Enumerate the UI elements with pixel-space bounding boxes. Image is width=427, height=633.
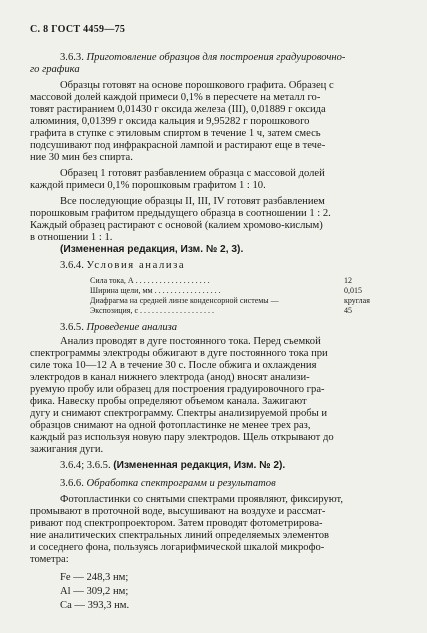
section-3-6-4-heading xyxy=(60,260,185,271)
amendment-note: (Измененная редакция, Изм. № 2, 3). xyxy=(60,244,244,255)
paragraph-line: ние аналитических спектральных линий определяемых элементов xyxy=(30,530,330,541)
spectral-line: Ca — 393,3 нм. xyxy=(60,600,130,611)
amendment-text: (Измененная редакция, Изм. № 2). xyxy=(113,460,286,471)
paragraph-line: товят растиранием 0,01430 г оксида железа (III), 0,01889 г оксида xyxy=(30,104,326,115)
paragraph-line: каждый раз используя новую пару электродов. Щель открывают до xyxy=(30,432,334,443)
condition-value: круглая xyxy=(344,296,370,305)
condition-label: Сила тока, А . . . . . . . . . . . . . . . . . . . xyxy=(90,276,210,285)
paragraph-line: фика. Навеску пробы определяют объемом канала. Зажигают xyxy=(30,396,307,407)
paragraph-line: алюминия, 0,01399 г оксида кальция и 9,95282 г порошкового xyxy=(30,116,310,127)
paragraph-line: в отношении 1 : 1. xyxy=(30,232,113,243)
paragraph-line: порошковым графитом предыдущего образца в соотношении 1 : 2. xyxy=(30,208,331,219)
condition-value: 45 xyxy=(344,306,352,315)
condition-label: Ширина щели, мм . . . . . . . . . . . . . . . . . xyxy=(90,286,221,295)
section-title: Обработка спектрограмм и результатов xyxy=(86,478,276,489)
section-title: Условия анализа xyxy=(86,260,186,271)
section-number: 3.6.6. xyxy=(60,478,84,489)
paragraph-line: тометра: xyxy=(30,554,69,565)
paragraph-line: Образец 1 готовят разбавлением образца с массовой долей xyxy=(60,168,325,179)
section-number: 3.6.5. xyxy=(60,322,84,333)
condition-label: Экспозиция, с . . . . . . . . . . . . . . . . . . . xyxy=(90,306,215,315)
paragraph-line: силе тока 10—12 А в течение 30 с. После обжига и охлаждения xyxy=(30,360,317,371)
section-3-6-5-heading xyxy=(60,322,177,333)
paragraph-line: дугу и снимают спектрограмму. Спектры анализируемой пробы и xyxy=(30,408,328,419)
paragraph-line: руемую пробу или образец для построения градуировочного гра- xyxy=(30,384,325,395)
spectral-line: Fe — 248,3 нм; xyxy=(60,572,129,583)
condition-value: 0,015 xyxy=(344,286,362,295)
paragraph-line: Фотопластинки со снятыми спектрами проявляют, фиксируют, xyxy=(60,494,343,505)
paragraph-line: Все последующие образцы II, III, IV готовят разбавлением xyxy=(60,196,325,207)
paragraph-line: промывают в проточной воде, высушивают на воздухе и рассмат- xyxy=(30,506,326,517)
section-number: 3.6.3. xyxy=(60,52,84,63)
section-number: 3.6.4. xyxy=(60,260,84,271)
paragraph-line: Каждый образец растирают с основой (калием хромово-кислым) xyxy=(30,220,323,231)
paragraph-line: Анализ проводят в дуге постоянного тока. Перед съемкой xyxy=(60,336,321,347)
paragraph-line: массовой долей каждой примеси 0,1% в пересчете на металл го- xyxy=(30,92,321,103)
section-3-6-3-heading xyxy=(60,52,345,63)
spectral-line: Al — 309,2 нм; xyxy=(60,586,129,597)
page-header: С. 8 ГОСТ 4459—75 xyxy=(30,24,126,35)
paragraph-line: спектрограммы электроды обжигают в дуге постоянного тока при xyxy=(30,348,328,359)
condition-label: Диафрагма на средней линзе конденсорной системы — xyxy=(90,296,279,305)
section-3-6-6-heading xyxy=(60,478,276,489)
section-title-cont: го графика xyxy=(30,64,80,75)
paragraph-line: зажигания дуги. xyxy=(30,444,104,455)
amendment-sections: 3.6.4; 3.6.5. xyxy=(60,460,111,471)
paragraph-line: ние 30 мин без спирта. xyxy=(30,152,133,163)
paragraph-line: образцов снимают на одной фотопластинке не менее трех раз, xyxy=(30,420,311,431)
section-title: Проведение анализа xyxy=(86,322,178,333)
paragraph-line: Образцы готовят на основе порошкового графита. Образец с xyxy=(60,80,334,91)
paragraph-line: ривают под спектропроектором. Затем проводят фотометрирова- xyxy=(30,518,323,529)
paragraph-line: подсушивают под инфракрасной лампой и растирают еще в тече- xyxy=(30,140,326,151)
paragraph-line: и соседнего фона, пользуясь логарифмической шкалой микрофо- xyxy=(30,542,325,553)
paragraph-line: электродов в канал нижнего электрода (анод) вносят анализи- xyxy=(30,372,310,383)
paragraph-line: каждой примеси 0,1% порошковым графитом 1 : 10. xyxy=(30,180,266,191)
paragraph-line: графита в ступке с этиловым спиртом в течение 1 ч, затем смесь xyxy=(30,128,321,139)
section-title: Приготовление образцов для построения градуировочно- xyxy=(86,52,346,63)
amendment-note xyxy=(60,460,285,471)
condition-value: 12 xyxy=(344,276,352,285)
